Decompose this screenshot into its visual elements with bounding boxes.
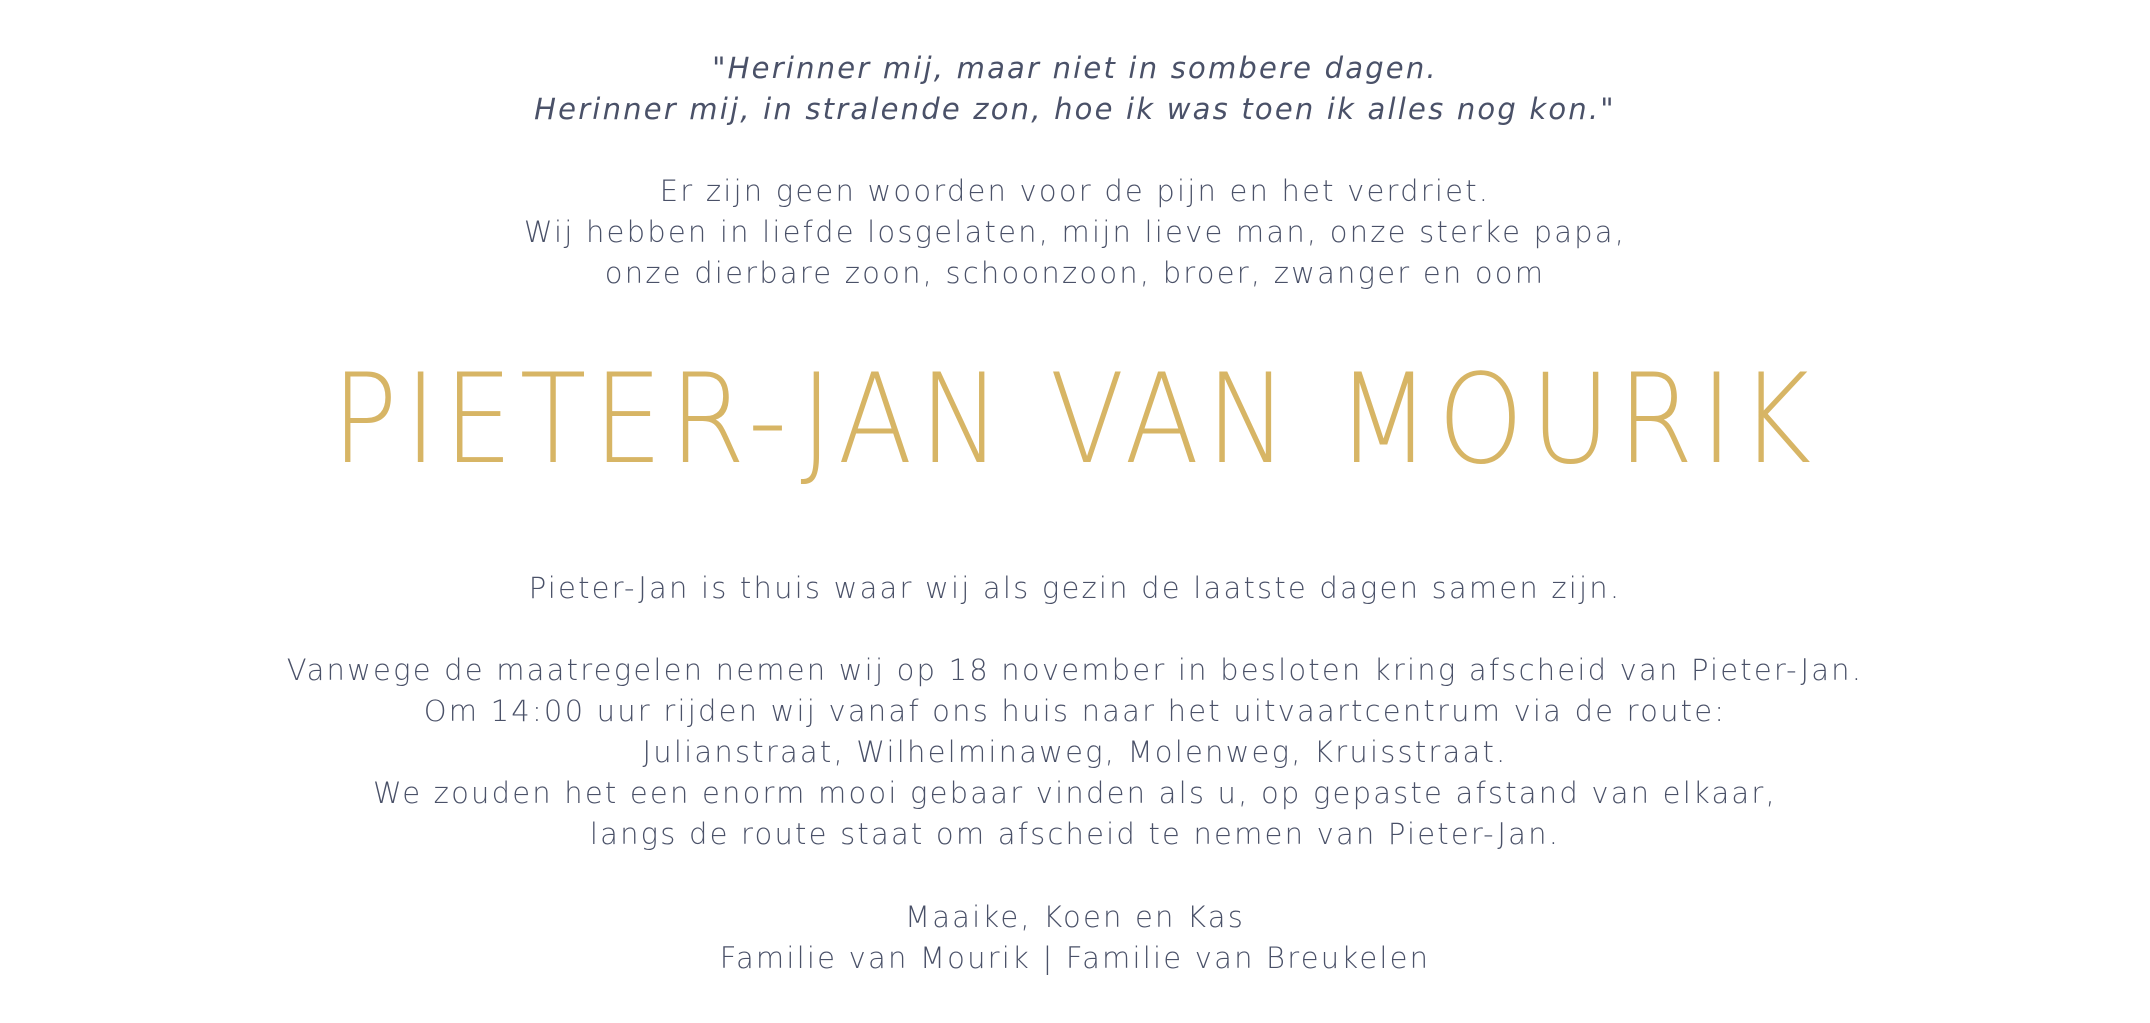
intro-line: Wij hebben in liefde losgelaten, mijn lieve man, onze sterke papa,: [523, 215, 1627, 249]
farewell-line: langs de route staat om afscheid te nemen van Pieter-Jan.: [589, 817, 1561, 851]
quote-line: "Herinner mij, maar niet in sombere dagen.: [712, 51, 1438, 85]
farewell-line: We zouden het een enorm mooi gebaar vinden als u, op gepaste afstand van elkaar,: [373, 776, 1777, 810]
intro-line: Er zijn geen woorden voor de pijn en het verdriet.: [659, 174, 1491, 208]
info-line: Pieter-Jan is thuis waar wij als gezin de laatste dagen samen zijn.: [528, 571, 1622, 605]
intro-line: onze dierbare zoon, schoonzoon, broer, zwanger en oom: [604, 256, 1546, 290]
signature-line: Maaike, Koen en Kas: [904, 900, 1246, 934]
info-block: [0, 568, 2150, 609]
signature-line: Familie van Mourik | Familie van Breukelen: [719, 941, 1431, 975]
farewell-line: Vanwege de maatregelen nemen wij op 18 november in besloten kring afscheid van Pieter-Jan.: [286, 653, 1864, 687]
farewell-details: [0, 650, 2150, 855]
farewell-line: Om 14:00 uur rijden wij vanaf ons huis naar het uitvaartcentrum via de route:: [423, 694, 1727, 728]
farewell-line: Julianstraat, Wilhelminaweg, Molenweg, Kruisstraat.: [642, 735, 1508, 769]
intro-block: [0, 171, 2150, 294]
quote-line: Herinner mij, in stralende zon, hoe ik was toen ik alles nog kon.": [534, 92, 1616, 126]
quote-block: [0, 48, 2150, 130]
signature-block: [0, 897, 2150, 979]
deceased-name: PIETER-JAN VAN MOURIK: [331, 348, 1819, 492]
